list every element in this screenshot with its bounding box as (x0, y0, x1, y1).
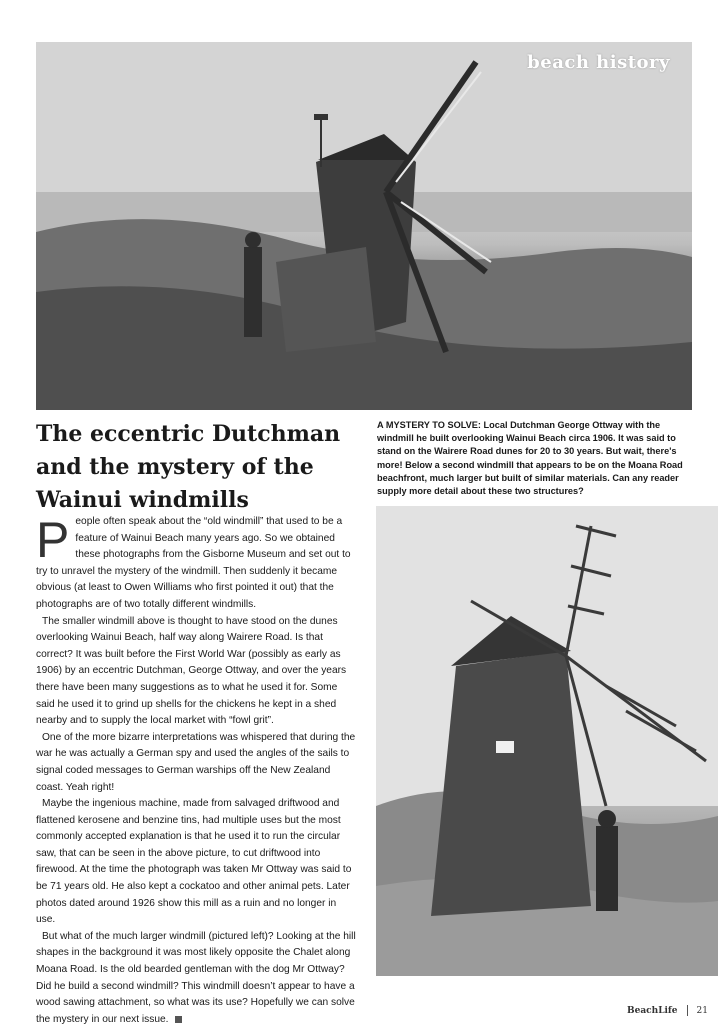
footer-divider (687, 1005, 688, 1016)
photo-caption: A MYSTERY TO SOLVE: Local Dutchman George Ottway with the windmill he built overlooking Wainui Beach circa 1906. It was said to stand on the Wairere Road dunes for 20 to 30 years. But wait, there's more! Below a second windmill that appears to be on the Moana Road beachfront, much larger but built of similar materials. Can any reader supply more detail about these two structures? (377, 420, 683, 497)
section-label: beach history (527, 52, 670, 73)
small-windmill-illustration (36, 42, 692, 410)
article-headline (36, 418, 356, 517)
paragraph-1-text: eople often speak about the “old windmill” that used to be a feature of Wainui Beach many years ago. So we obtained these photographs from the Gisborne Museum and set out to try to unravel the mystery of the windmill. Then suddenly it became obvious (at least to Owen Williams who first pointed it out) that the photographs are of two totally different windmills. (36, 516, 351, 610)
headline-line-1: The eccentric Dutchman (36, 421, 341, 447)
headline-line-2: and the mystery of the (36, 454, 314, 480)
magazine-brand: BeachLife (627, 1005, 678, 1016)
article-paragraph-4: Maybe the ingenious machine, made from salvaged driftwood and flattened kerosene and benzine tins, had multiple uses but the most commonly accepted explanation is that he used it to run the circular saw, that can be seen in the above picture, to cut driftwood into firewood. At the time the photograph was taken Mr Ottway was said to be 71 years old. He also kept a cockatoo and other animal pets. Later photos dated around 1926 show this mill as a ruin and no longer in use. (36, 798, 352, 926)
photo-large-windmill (376, 506, 718, 976)
article-paragraph-3: One of the more bizarre interpretations was whispered that during the war he was actually a German spy and used the angles of the sails to signal coded messages to German warships off the New Zealand coast. Yeah right! (36, 731, 356, 793)
article-paragraph-5 (36, 929, 358, 1029)
paragraph-5-text: But what of the much larger windmill (pictured left)? Looking at the hill shapes in the background it was most likely opposite the Chalet along Moana Road. Is the old bearded gentleman with the dog Mr Ottway? Did he build a second windmill? This windmill doesn’t appear to have a wood sawing attachment, so what was its use? Hopefully we can solve the mystery in our next issue. (36, 930, 356, 1025)
end-mark-icon (175, 1016, 182, 1023)
photo-small-windmill (36, 42, 692, 410)
article-paragraph-1 (36, 514, 358, 614)
article-paragraph-2: The smaller windmill above is thought to have stood on the dunes overlooking Wainui Beach, half way along Wairere Road. Is that correct? It was built before the First World War (possibly as early as 1906) by an eccentric Dutchman, George Ottway, and over the years there have been many suggestions as to what he used it for. Some said he used it to grind up shells for the chickens he kept in a shed nearby and to supply the local market with “fowl grit”. (36, 615, 347, 727)
large-windmill-illustration (376, 506, 718, 976)
page-number: 21 (696, 1005, 708, 1016)
article-body (36, 514, 358, 1028)
page-footer (627, 1005, 708, 1016)
drop-cap: P (36, 512, 70, 568)
headline-line-3: Wainui windmills (36, 487, 249, 513)
